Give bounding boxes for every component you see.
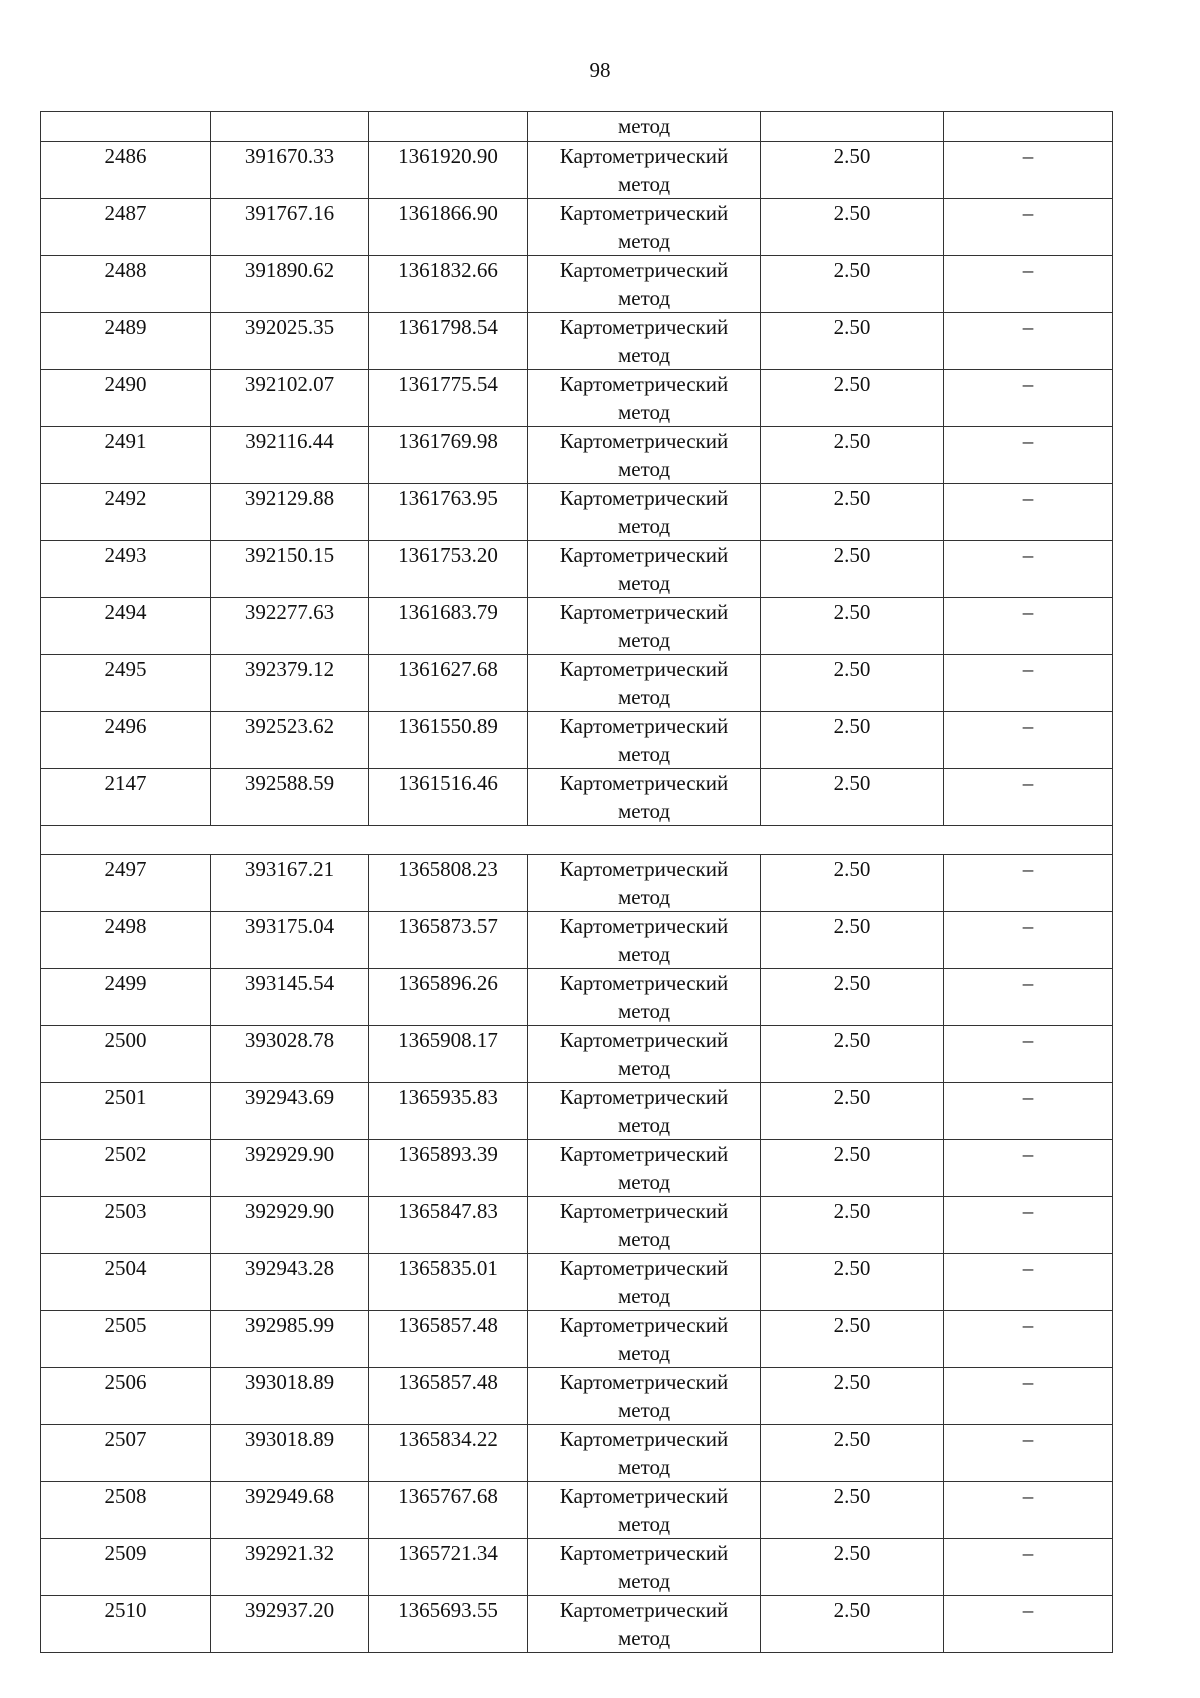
method-line2: метод	[617, 1227, 671, 1251]
method-line1: Картометрический	[559, 486, 729, 510]
x-coordinate-cell: 392523.62	[211, 712, 369, 769]
method-line1: Картометрический	[559, 1598, 729, 1622]
method-cell	[528, 1254, 761, 1311]
table-row	[41, 370, 1113, 427]
accuracy-cell: 2.50	[761, 541, 944, 598]
y-coordinate-cell: 1365808.23	[369, 855, 528, 912]
method-line2: метод	[617, 571, 671, 595]
method-cell	[528, 1197, 761, 1254]
table-row	[41, 855, 1113, 912]
method-cell	[528, 1368, 761, 1425]
note-cell: –	[944, 313, 1113, 370]
method-line2: метод	[617, 172, 671, 196]
method-line2: метод	[617, 1626, 671, 1650]
note-cell: –	[944, 1482, 1113, 1539]
method-cell	[528, 370, 761, 427]
y-coordinate-cell: 1361832.66	[369, 256, 528, 313]
method-line1: Картометрический	[559, 1427, 729, 1451]
point-number-cell: 2501	[41, 1083, 211, 1140]
x-coordinate-cell: 391890.62	[211, 256, 369, 313]
separator-cell	[41, 826, 1113, 855]
note-cell: –	[944, 1140, 1113, 1197]
method-line1: Картометрический	[559, 914, 729, 938]
x-coordinate-cell: 393167.21	[211, 855, 369, 912]
point-number-cell: 2487	[41, 199, 211, 256]
point-number-cell: 2503	[41, 1197, 211, 1254]
method-line2: метод	[617, 286, 671, 310]
accuracy-cell: 2.50	[761, 855, 944, 912]
method-line2: метод	[617, 400, 671, 424]
method-cell	[528, 541, 761, 598]
note-cell: –	[944, 1368, 1113, 1425]
point-number-cell: 2507	[41, 1425, 211, 1482]
table-row	[41, 1083, 1113, 1140]
method-cell	[528, 712, 761, 769]
accuracy-cell: 2.50	[761, 370, 944, 427]
y-coordinate-cell: 1361866.90	[369, 199, 528, 256]
y-coordinate-cell: 1365857.48	[369, 1368, 528, 1425]
method-line1: Картометрический	[559, 1484, 729, 1508]
method-line2: метод	[617, 457, 671, 481]
accuracy-cell: 2.50	[761, 256, 944, 313]
table-row	[41, 1140, 1113, 1197]
note-cell: –	[944, 370, 1113, 427]
note-cell: –	[944, 769, 1113, 826]
table-row	[41, 769, 1113, 826]
y-coordinate-cell: 1365857.48	[369, 1311, 528, 1368]
x-coordinate-cell: 392929.90	[211, 1197, 369, 1254]
y-coordinate-cell: 1365873.57	[369, 912, 528, 969]
method-line1: Картометрический	[559, 258, 729, 282]
point-number-cell: 2495	[41, 655, 211, 712]
table-row	[41, 1254, 1113, 1311]
method-line2: метод	[617, 1113, 671, 1137]
y-coordinate-cell: 1361627.68	[369, 655, 528, 712]
continuation-row	[41, 112, 1113, 142]
point-number-cell: 2486	[41, 142, 211, 199]
method-cell	[528, 313, 761, 370]
note-cell: –	[944, 855, 1113, 912]
x-coordinate-cell: 392025.35	[211, 313, 369, 370]
method-line2: метод	[617, 685, 671, 709]
table-cell	[369, 112, 528, 142]
y-coordinate-cell: 1361683.79	[369, 598, 528, 655]
accuracy-cell: 2.50	[761, 427, 944, 484]
method-line2: метод	[617, 628, 671, 652]
method-cell	[528, 256, 761, 313]
method-cell	[528, 484, 761, 541]
method-cell	[528, 1482, 761, 1539]
point-number-cell: 2502	[41, 1140, 211, 1197]
x-coordinate-cell: 392277.63	[211, 598, 369, 655]
x-coordinate-cell: 392985.99	[211, 1311, 369, 1368]
note-cell: –	[944, 1425, 1113, 1482]
method-cell	[528, 912, 761, 969]
method-cell	[528, 1596, 761, 1653]
accuracy-cell: 2.50	[761, 1254, 944, 1311]
y-coordinate-cell: 1365835.01	[369, 1254, 528, 1311]
note-cell: –	[944, 199, 1113, 256]
note-cell: –	[944, 912, 1113, 969]
table-row	[41, 541, 1113, 598]
table-row	[41, 1026, 1113, 1083]
x-coordinate-cell: 391767.16	[211, 199, 369, 256]
x-coordinate-cell: 392129.88	[211, 484, 369, 541]
note-cell: –	[944, 142, 1113, 199]
accuracy-cell: 2.50	[761, 1197, 944, 1254]
method-cell	[528, 598, 761, 655]
method-cell	[528, 1140, 761, 1197]
method-line2: метод	[617, 229, 671, 253]
y-coordinate-cell: 1361769.98	[369, 427, 528, 484]
accuracy-cell: 2.50	[761, 1026, 944, 1083]
y-coordinate-cell: 1365908.17	[369, 1026, 528, 1083]
table-row	[41, 1425, 1113, 1482]
method-line1: Картометрический	[559, 1256, 729, 1280]
note-cell: –	[944, 655, 1113, 712]
method-cell	[528, 427, 761, 484]
point-number-cell: 2492	[41, 484, 211, 541]
point-number-cell: 2494	[41, 598, 211, 655]
note-cell: –	[944, 1254, 1113, 1311]
method-line1: Картометрический	[559, 971, 729, 995]
x-coordinate-cell: 392937.20	[211, 1596, 369, 1653]
table-cell	[41, 112, 211, 142]
method-line2: метод	[617, 1056, 671, 1080]
point-number-cell: 2497	[41, 855, 211, 912]
method-line2: метод	[617, 343, 671, 367]
point-number-cell: 2496	[41, 712, 211, 769]
coordinates-table-body	[41, 112, 1113, 1653]
table-row	[41, 427, 1113, 484]
method-line2: метод	[617, 1455, 671, 1479]
method-line2: метод	[617, 1398, 671, 1422]
table-row	[41, 1596, 1113, 1653]
method-line2: метод	[617, 1512, 671, 1536]
point-number-cell: 2506	[41, 1368, 211, 1425]
note-cell: –	[944, 1197, 1113, 1254]
x-coordinate-cell: 393018.89	[211, 1368, 369, 1425]
table-row	[41, 199, 1113, 256]
x-coordinate-cell: 392921.32	[211, 1539, 369, 1596]
table-cell	[761, 112, 944, 142]
accuracy-cell: 2.50	[761, 1539, 944, 1596]
method-cell	[528, 855, 761, 912]
method-line2: метод	[617, 1170, 671, 1194]
method-line2: метод	[617, 514, 671, 538]
y-coordinate-cell: 1365767.68	[369, 1482, 528, 1539]
method-line2: метод	[617, 799, 671, 823]
method-cell	[528, 1026, 761, 1083]
accuracy-cell: 2.50	[761, 1596, 944, 1653]
table-row	[41, 1197, 1113, 1254]
point-number-cell: 2490	[41, 370, 211, 427]
point-number-cell: 2505	[41, 1311, 211, 1368]
method-line2: метод	[617, 885, 671, 909]
note-cell: –	[944, 1539, 1113, 1596]
table-row	[41, 712, 1113, 769]
y-coordinate-cell: 1365935.83	[369, 1083, 528, 1140]
continuation-method-cell: метод	[528, 112, 761, 142]
accuracy-cell: 2.50	[761, 1140, 944, 1197]
note-cell: –	[944, 256, 1113, 313]
x-coordinate-cell: 393028.78	[211, 1026, 369, 1083]
y-coordinate-cell: 1365693.55	[369, 1596, 528, 1653]
point-number-cell: 2493	[41, 541, 211, 598]
x-coordinate-cell: 392943.28	[211, 1254, 369, 1311]
method-cell	[528, 769, 761, 826]
method-line2: метод	[617, 942, 671, 966]
accuracy-cell: 2.50	[761, 142, 944, 199]
table-row	[41, 912, 1113, 969]
method-line1: Картометрический	[559, 144, 729, 168]
accuracy-cell: 2.50	[761, 199, 944, 256]
accuracy-cell: 2.50	[761, 484, 944, 541]
method-line1: Картометрический	[559, 429, 729, 453]
x-coordinate-cell: 391670.33	[211, 142, 369, 199]
note-cell: –	[944, 1026, 1113, 1083]
y-coordinate-cell: 1361798.54	[369, 313, 528, 370]
method-line1: Картометрический	[559, 714, 729, 738]
method-line2: метод	[617, 742, 671, 766]
method-line1: Картометрический	[559, 600, 729, 624]
accuracy-cell: 2.50	[761, 313, 944, 370]
method-line1: Картометрический	[559, 1028, 729, 1052]
table-row	[41, 598, 1113, 655]
method-cell	[528, 199, 761, 256]
point-number-cell: 2499	[41, 969, 211, 1026]
method-line2: метод	[617, 1284, 671, 1308]
method-line1: Картометрический	[559, 1541, 729, 1565]
accuracy-cell: 2.50	[761, 969, 944, 1026]
method-line2: метод	[617, 1569, 671, 1593]
point-number-cell: 2509	[41, 1539, 211, 1596]
accuracy-cell: 2.50	[761, 712, 944, 769]
x-coordinate-cell: 392943.69	[211, 1083, 369, 1140]
method-cell	[528, 1083, 761, 1140]
point-number-cell: 2491	[41, 427, 211, 484]
table-cell	[944, 112, 1113, 142]
method-line1: Картометрический	[559, 201, 729, 225]
accuracy-cell: 2.50	[761, 1482, 944, 1539]
coordinates-table	[40, 111, 1113, 1653]
note-cell: –	[944, 1311, 1113, 1368]
method-line1: Картометрический	[559, 1199, 729, 1223]
table-row	[41, 655, 1113, 712]
method-cell	[528, 1539, 761, 1596]
table-row	[41, 142, 1113, 199]
table-row	[41, 1482, 1113, 1539]
accuracy-cell: 2.50	[761, 655, 944, 712]
x-coordinate-cell: 393175.04	[211, 912, 369, 969]
point-number-cell: 2489	[41, 313, 211, 370]
table-row	[41, 1368, 1113, 1425]
table-row	[41, 484, 1113, 541]
table-cell	[211, 112, 369, 142]
accuracy-cell: 2.50	[761, 1311, 944, 1368]
x-coordinate-cell: 392150.15	[211, 541, 369, 598]
method-line1: Картометрический	[559, 1085, 729, 1109]
accuracy-cell: 2.50	[761, 769, 944, 826]
point-number-cell: 2510	[41, 1596, 211, 1653]
method-line1: Картометрический	[559, 372, 729, 396]
accuracy-cell: 2.50	[761, 912, 944, 969]
point-number-cell: 2498	[41, 912, 211, 969]
x-coordinate-cell: 393145.54	[211, 969, 369, 1026]
x-coordinate-cell: 392949.68	[211, 1482, 369, 1539]
note-cell: –	[944, 427, 1113, 484]
method-line1: Картометрический	[559, 857, 729, 881]
y-coordinate-cell: 1361550.89	[369, 712, 528, 769]
note-cell: –	[944, 598, 1113, 655]
table-row	[41, 313, 1113, 370]
note-cell: –	[944, 712, 1113, 769]
method-cell	[528, 142, 761, 199]
method-line2: метод	[617, 999, 671, 1023]
point-number-cell: 2504	[41, 1254, 211, 1311]
page-number: 98	[589, 58, 611, 82]
x-coordinate-cell: 392379.12	[211, 655, 369, 712]
note-cell: –	[944, 1083, 1113, 1140]
accuracy-cell: 2.50	[761, 1425, 944, 1482]
method-line1: Картометрический	[559, 657, 729, 681]
method-line1: Картометрический	[559, 1370, 729, 1394]
accuracy-cell: 2.50	[761, 598, 944, 655]
note-cell: –	[944, 484, 1113, 541]
note-cell: –	[944, 541, 1113, 598]
y-coordinate-cell: 1365721.34	[369, 1539, 528, 1596]
y-coordinate-cell: 1361775.54	[369, 370, 528, 427]
accuracy-cell: 2.50	[761, 1368, 944, 1425]
x-coordinate-cell: 392102.07	[211, 370, 369, 427]
point-number-cell: 2488	[41, 256, 211, 313]
y-coordinate-cell: 1361516.46	[369, 769, 528, 826]
method-line2: метод	[617, 1341, 671, 1365]
accuracy-cell: 2.50	[761, 1083, 944, 1140]
method-cell	[528, 1311, 761, 1368]
y-coordinate-cell: 1365896.26	[369, 969, 528, 1026]
method-line1: Картометрический	[559, 1313, 729, 1337]
table-row	[41, 256, 1113, 313]
y-coordinate-cell: 1365847.83	[369, 1197, 528, 1254]
y-coordinate-cell: 1365893.39	[369, 1140, 528, 1197]
x-coordinate-cell: 392116.44	[211, 427, 369, 484]
method-cell	[528, 655, 761, 712]
y-coordinate-cell: 1361920.90	[369, 142, 528, 199]
method-line1: Картометрический	[559, 1142, 729, 1166]
point-number-cell: 2500	[41, 1026, 211, 1083]
note-cell: –	[944, 1596, 1113, 1653]
x-coordinate-cell: 392929.90	[211, 1140, 369, 1197]
y-coordinate-cell: 1361763.95	[369, 484, 528, 541]
method-line1: Картометрический	[559, 771, 729, 795]
y-coordinate-cell: 1361753.20	[369, 541, 528, 598]
note-cell: –	[944, 969, 1113, 1026]
point-number-cell: 2508	[41, 1482, 211, 1539]
section-separator-row	[41, 826, 1113, 855]
table-row	[41, 969, 1113, 1026]
y-coordinate-cell: 1365834.22	[369, 1425, 528, 1482]
x-coordinate-cell: 393018.89	[211, 1425, 369, 1482]
point-number-cell: 2147	[41, 769, 211, 826]
x-coordinate-cell: 392588.59	[211, 769, 369, 826]
method-line1: Картометрический	[559, 543, 729, 567]
method-cell	[528, 969, 761, 1026]
method-line1: Картометрический	[559, 315, 729, 339]
table-row	[41, 1539, 1113, 1596]
method-cell	[528, 1425, 761, 1482]
table-row	[41, 1311, 1113, 1368]
